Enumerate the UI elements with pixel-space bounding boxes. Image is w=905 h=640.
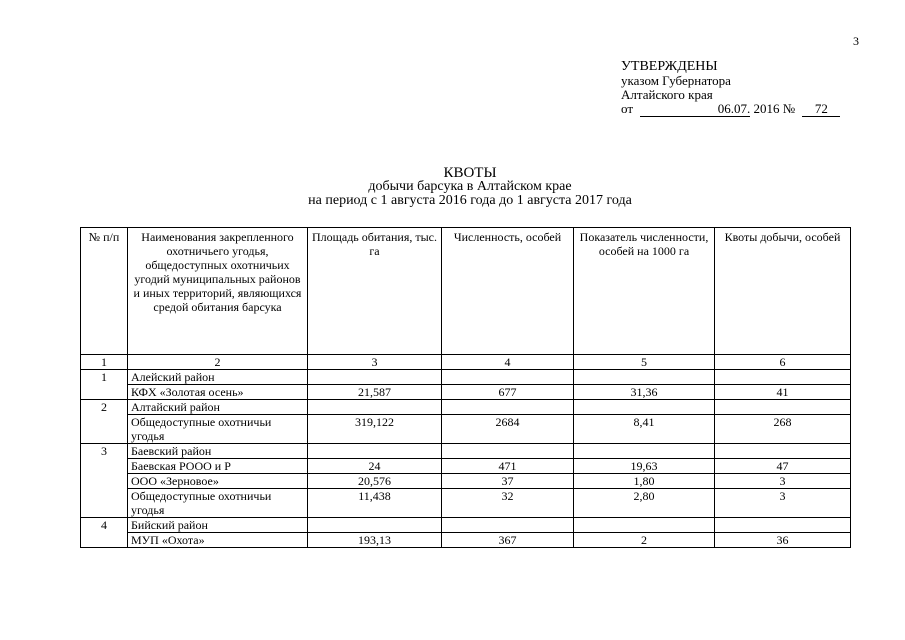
header-cell: № п/п <box>81 228 128 355</box>
empty-cell <box>715 444 851 459</box>
hunting-ground-name: Общедоступные охотничьи угодья <box>128 489 308 518</box>
column-number-row <box>81 355 851 370</box>
quota-cell: 268 <box>715 415 851 444</box>
empty-cell <box>574 400 715 415</box>
column-number: 5 <box>574 355 715 370</box>
table-row <box>81 533 851 548</box>
approval-heading: УТВЕРЖДЕНЫ <box>621 59 718 74</box>
column-number: 3 <box>308 355 442 370</box>
title-subject: добычи барсука в Алтайском крае <box>368 179 572 194</box>
hunting-ground-name: МУП «Охота» <box>128 533 308 548</box>
density-cell: 31,36 <box>574 385 715 400</box>
empty-cell <box>715 400 851 415</box>
approval-year: 2016 № <box>753 101 796 116</box>
district-name: Алтайский район <box>128 400 308 415</box>
district-row <box>81 518 851 533</box>
quota-cell: 36 <box>715 533 851 548</box>
quota-table <box>80 227 851 548</box>
empty-cell <box>308 518 442 533</box>
approval-line-governor: указом Губернатора <box>621 73 731 88</box>
count-cell: 32 <box>442 489 574 518</box>
hunting-ground-name: Баевская РООО и Р <box>128 459 308 474</box>
table-row <box>81 474 851 489</box>
header-cell: Квоты добычи, особей <box>715 228 851 355</box>
density-cell: 1,80 <box>574 474 715 489</box>
count-cell: 2684 <box>442 415 574 444</box>
approval-stamp <box>621 60 840 117</box>
table-row <box>81 415 851 444</box>
hunting-ground-name: КФХ «Золотая осень» <box>128 385 308 400</box>
empty-cell <box>715 518 851 533</box>
empty-cell <box>574 444 715 459</box>
district-row <box>81 400 851 415</box>
header-cell: Численность, особей <box>442 228 574 355</box>
column-number: 2 <box>128 355 308 370</box>
approval-date: 06.07. <box>640 102 750 117</box>
table-row <box>81 385 851 400</box>
column-number: 4 <box>442 355 574 370</box>
quota-cell: 3 <box>715 489 851 518</box>
row-number: 4 <box>81 518 128 548</box>
area-cell: 21,587 <box>308 385 442 400</box>
table-header-row <box>81 228 851 355</box>
column-number: 6 <box>715 355 851 370</box>
hunting-ground-name: Общедоступные охотничьи угодья <box>128 415 308 444</box>
empty-cell <box>308 400 442 415</box>
approval-number: 72 <box>802 102 840 117</box>
table-body <box>81 355 851 548</box>
quota-cell: 47 <box>715 459 851 474</box>
district-name: Баевский район <box>128 444 308 459</box>
empty-cell <box>715 370 851 385</box>
district-row <box>81 370 851 385</box>
empty-cell <box>442 370 574 385</box>
approval-date-line <box>621 102 840 117</box>
empty-cell <box>442 518 574 533</box>
empty-cell <box>574 370 715 385</box>
density-cell: 19,63 <box>574 459 715 474</box>
count-cell: 677 <box>442 385 574 400</box>
title-period: на период с 1 августа 2016 года до 1 августа 2017 года <box>308 193 632 208</box>
density-cell: 2 <box>574 533 715 548</box>
district-row <box>81 444 851 459</box>
area-cell: 24 <box>308 459 442 474</box>
district-name: Алейский район <box>128 370 308 385</box>
empty-cell <box>308 444 442 459</box>
density-cell: 8,41 <box>574 415 715 444</box>
area-cell: 319,122 <box>308 415 442 444</box>
table-row <box>81 459 851 474</box>
header-cell: Площадь обитания, тыс. га <box>308 228 442 355</box>
area-cell: 193,13 <box>308 533 442 548</box>
count-cell: 367 <box>442 533 574 548</box>
row-number: 1 <box>81 370 128 400</box>
approval-from-label: от <box>621 101 634 116</box>
area-cell: 20,576 <box>308 474 442 489</box>
count-cell: 471 <box>442 459 574 474</box>
hunting-ground-name: ООО «Зерновое» <box>128 474 308 489</box>
table-row <box>81 489 851 518</box>
empty-cell <box>574 518 715 533</box>
district-name: Бийский район <box>128 518 308 533</box>
density-cell: 2,80 <box>574 489 715 518</box>
empty-cell <box>442 400 574 415</box>
quota-cell: 3 <box>715 474 851 489</box>
empty-cell <box>442 444 574 459</box>
column-number: 1 <box>81 355 128 370</box>
document-title <box>0 166 905 208</box>
approval-line-region: Алтайского края <box>621 87 713 102</box>
header-cell: Показатель численности, особей на 1000 га <box>574 228 715 355</box>
title-main: КВОТЫ <box>443 165 497 181</box>
empty-cell <box>308 370 442 385</box>
row-number: 2 <box>81 400 128 444</box>
quota-cell: 41 <box>715 385 851 400</box>
area-cell: 11,438 <box>308 489 442 518</box>
page-number: 3 <box>853 34 859 48</box>
header-cell: Наименования закрепленного охотничьего угодья, общедоступных охотничьих угодий муниципальных районов и иных территорий, являющихся средой обитания барсука <box>128 228 308 355</box>
count-cell: 37 <box>442 474 574 489</box>
row-number: 3 <box>81 444 128 518</box>
